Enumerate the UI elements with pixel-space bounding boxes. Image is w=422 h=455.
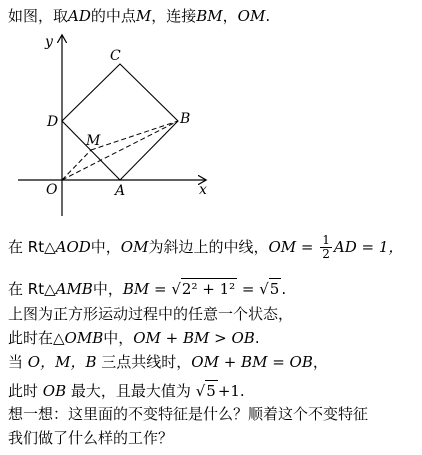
line4-omb: OMB (64, 329, 104, 347)
intro-om: OM (237, 7, 266, 25)
segment-ob (62, 121, 178, 180)
intro-ad: AD (68, 7, 91, 25)
intro-bm: BM (196, 7, 223, 25)
fraction-den: 2 (322, 247, 330, 261)
line6-plus: +1. (217, 382, 245, 400)
sqrt-five: √5 (259, 280, 280, 298)
geometry-figure (0, 28, 422, 228)
sqrt-radicand: 2² + 1² (181, 280, 236, 298)
line5-eq: OM + BM = OB (191, 353, 313, 371)
line2-pre: 在 Rt△ (8, 280, 56, 298)
line-om-median (8, 232, 403, 262)
line5-mid: 三点共线时， (101, 353, 192, 371)
line1-aod: AOD (55, 238, 91, 256)
line2-end: . (281, 280, 287, 298)
label-o: O (46, 182, 58, 198)
line4-mid: 中， (103, 329, 134, 347)
line4-pre: 此时在△ (8, 329, 65, 347)
line-think: 想一想：这里面的不变特征是什么？顺着这个不变特征 (8, 405, 369, 423)
line1-text: 为斜边上的中线， (148, 238, 269, 256)
line2-eq2: = (237, 280, 260, 298)
sqrt-five-max-radicand: 5 (206, 382, 216, 400)
fraction-half (320, 234, 332, 261)
line6-ob: OB (42, 382, 67, 400)
line5-pts: O，M，B (27, 353, 97, 371)
line-any-state: 上图为正方形运动过程中的任意一个状态， (8, 305, 294, 323)
line-triangle-inequality (8, 328, 260, 348)
segment-mb (91, 121, 178, 150)
sqrt-five-max: √5 (195, 382, 216, 400)
line4-ineq: OM + BM > OB (133, 329, 255, 347)
label-y: y (45, 34, 53, 50)
line2-bm: BM = (122, 280, 172, 298)
label-b: B (180, 111, 191, 127)
sqrt-five-radicand: 5 (269, 280, 280, 298)
line4-end: . (254, 329, 260, 347)
intro-end: . (265, 7, 271, 25)
label-x: x (199, 182, 207, 198)
label-c: C (110, 48, 121, 64)
segment-om (62, 150, 91, 180)
line2-amb: AMB (55, 280, 93, 298)
line5-pre: 当 (8, 353, 24, 371)
line5-end: ， (312, 353, 328, 371)
line6-pre: 此时 (8, 382, 39, 400)
line-max-value (8, 380, 245, 401)
sqrt-expr: √2² + 1² (171, 280, 236, 298)
line2-mid: 中， (92, 280, 123, 298)
line6-mid: 最大，且最大值为 (70, 382, 191, 400)
intro-mid2: ，连接 (151, 7, 197, 25)
line-work: 我们做了什么样的工作？ (8, 429, 174, 447)
line1-mid: 中， (90, 238, 121, 256)
line1-tail: AD = 1， (333, 238, 404, 256)
intro-m: M (135, 7, 152, 25)
intro-comma: ， (222, 7, 238, 25)
intro-line (8, 6, 270, 26)
line1-pre: 在 Rt△ (8, 238, 56, 256)
line1-om: OM (120, 238, 149, 256)
fraction-num: 1 (322, 233, 330, 247)
line-bm-length (8, 278, 286, 299)
label-d: D (47, 114, 59, 130)
line-collinear (8, 352, 328, 372)
intro-lead: 如图，取 (8, 7, 69, 25)
label-m: M (86, 133, 101, 149)
intro-mid1: 的中点 (90, 7, 136, 25)
label-a: A (115, 183, 126, 199)
line1-eq: OM = (268, 238, 319, 256)
